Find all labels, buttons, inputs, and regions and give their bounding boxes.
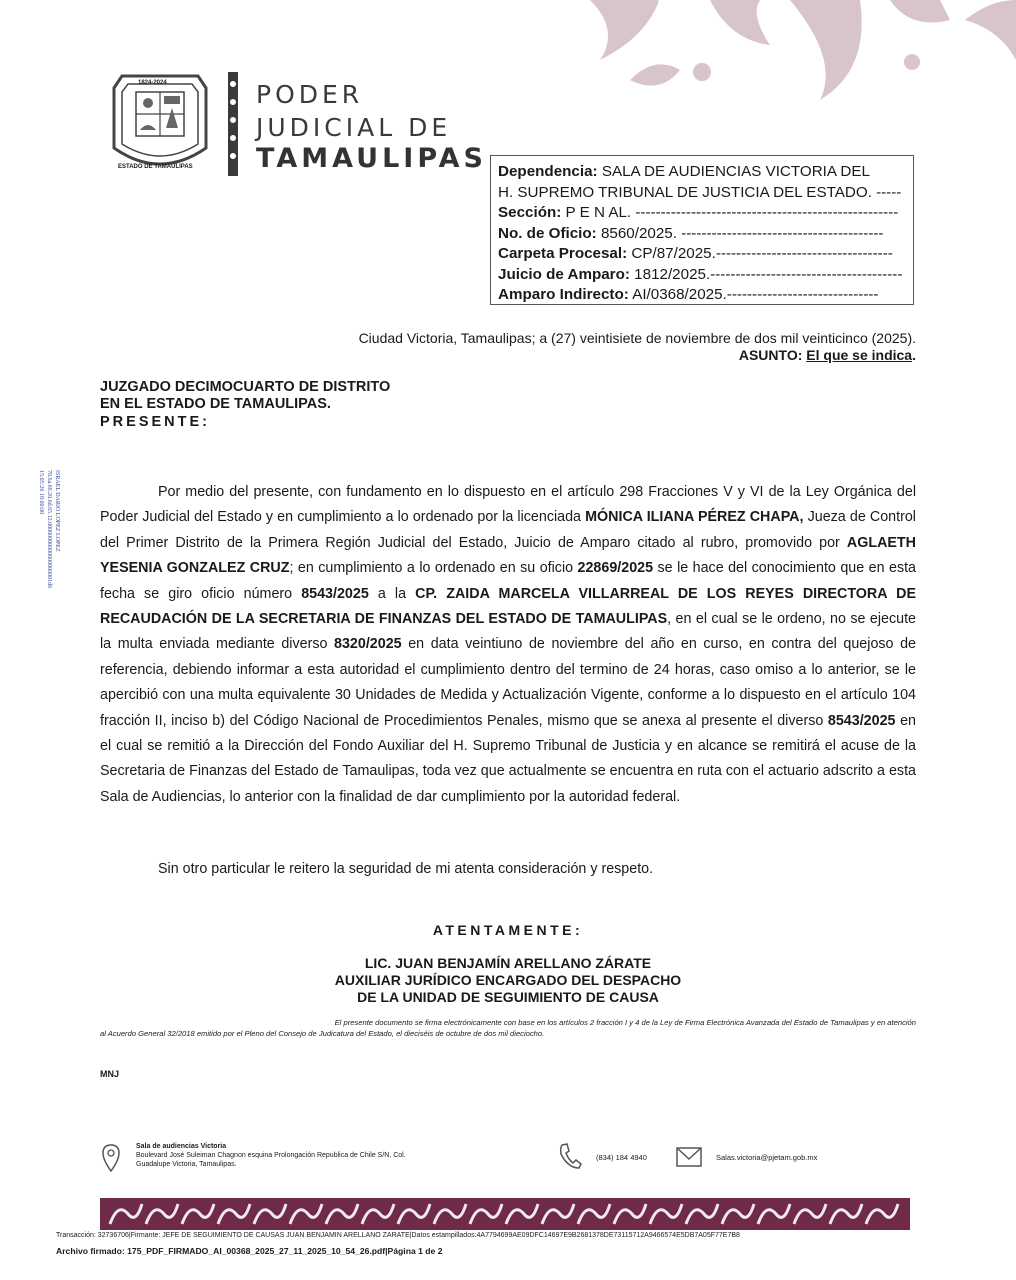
oficio-row (498, 224, 906, 245)
side-stamp-line-2: 70.6a.66.20.6d.65.12.00000000000000000001d6 (46, 470, 52, 589)
body-text-run: se le hace del conocimiento que en esta fecha se giro oficio número (100, 560, 917, 602)
seal-year: 1824-2024 (138, 80, 167, 86)
footer-address-line-1: Sala de audiencias Victoria (136, 1143, 227, 1150)
amparo-value: AI/0368/2025.------------------------------ (632, 286, 879, 303)
asunto-line: ASUNTO: El que se indica. (738, 347, 916, 363)
body-text-run: a la (368, 585, 416, 602)
header-info-box (490, 155, 914, 305)
body-text-run: en el cual se remitió a la Dirección del Fondo Auxiliar del H. Supremo Tribunal de Justicia y en alcance se remitirá el acuse de la Secretaria de Finanzas del Estado de Tamaulipas, toda vez que actualmente se encuentra en ruta con el actuario adscrito a esta Sala de Audiencias, lo anterior con la finalidad de dar cumplimiento por la autoridad federal. (100, 712, 916, 805)
seccion-label: Sección: (498, 204, 562, 221)
body-text-run: ; en cumplimiento a lo ordenado en su oficio (289, 560, 578, 577)
legal-note-line-2: al Acuerdo General 32/2018 emitido por el Pleno del Consejo de Judicatura del Estado, el dieciséis de octubre de dos mil dieciocho. (100, 1029, 545, 1038)
footer-address (136, 1142, 406, 1169)
body-paragraph (100, 480, 916, 810)
logo-divider-ornament (222, 72, 244, 176)
signature-atentamente: ATENTAMENTE: (432, 922, 584, 938)
body-bold-run: 8543/2025 (301, 585, 369, 602)
footer-phone: (834) 184 4940 (596, 1153, 647, 1162)
body-text-run: Por medio del presente, con fundamento en lo dispuesto en el artículo 298 Fracciones V y VI de la Ley Orgánica del Poder Judicial del Estado y en cumplimiento a lo ordenado por la licenciada (100, 484, 916, 526)
letter-body (100, 480, 916, 810)
juicio-value: 1812/2025.-------------------------------------- (634, 265, 903, 283)
juicio-label: Juicio de Amparo: (498, 265, 630, 283)
dependencia-value: SALA DE AUDIENCIAS VICTORIA DEL (601, 163, 870, 180)
footer-address-line-2: Boulevard José Suleiman Chagnon esquina Prolongación Republica de Chile S/N, Col. (136, 1152, 406, 1159)
brand-line-3: TAMAULIPAS (256, 143, 487, 174)
body-bold-run: CP. ZAIDA MARCELA VILLARREAL DE LOS REYES DIRECTORA DE RECAUDACIÓN DE LA SECRETARIA DE FINANZAS DEL ESTADO DE TAMAULIPAS (100, 585, 916, 628)
brand-line-1: PODER (256, 80, 364, 109)
body-bold-run: 8543/2025 (827, 712, 896, 729)
body-bold-run: MÓNICA ILIANA PÉREZ CHAPA, (585, 509, 804, 526)
signature-title-1: AUXILIAR JURÍDICO ENCARGADO DEL DESPACHO (334, 972, 682, 988)
seal-caption: ESTADO DE TAMAULIPAS (118, 164, 193, 170)
body-bold-run: 8320/2025 (334, 636, 402, 653)
phone-icon (558, 1142, 582, 1170)
footer-address-line-3: Guadalupe Victoria, Tamaulipas. (136, 1161, 237, 1168)
location-pin-icon (102, 1144, 120, 1172)
asunto-label: ASUNTO: (738, 347, 803, 363)
signature-title-2: DE LA UNIDAD DE SEGUIMIENTO DE CAUSA (357, 989, 659, 1005)
oficio-value: 8560/2025. ---------------------------------------- (600, 224, 884, 242)
amparo-row (498, 285, 906, 306)
body-bold-run: 22869/2025 (577, 560, 654, 577)
amparo-label: Amparo Indirecto: (498, 286, 629, 303)
recipient-line-3: PRESENTE: (100, 414, 210, 430)
dependencia-row (498, 162, 906, 183)
closing-line: Sin otro particular le reitero la seguridad de mi atenta consideración y respeto. (158, 861, 654, 877)
decorative-footer-band (100, 1198, 910, 1230)
date-line: Ciudad Victoria, Tamaulipas; a (27) veintisiete de noviembre de dos mil veinticinco (2025). (358, 330, 916, 346)
signature-name: LIC. JUAN BENJAMÍN ARELLANO ZÁRATE (364, 955, 652, 971)
carpeta-value: CP/87/2025.----------------------------------- (631, 245, 893, 262)
carpeta-label: Carpeta Procesal: (498, 245, 628, 262)
asunto-value: El que se indica (806, 347, 913, 363)
dependencia-label: Dependencia: (498, 163, 598, 180)
side-stamp-line-3: 15:05:26 18:00:00 (38, 470, 44, 515)
body-text-run: en data veintiuno de noviembre del año en curso, en contra del quejoso de referencia, debiendo informar a esta autoridad el cumplimiento dentro del termino de 24 horas, caso omiso a lo anterior, se le apercibió con una multa equivalente 30 Unidades de Medida y Actualización Vigente, conforme a lo dispuesto en el artículo 104 fracción II, inciso b) del Código Nacional de Procedimientos Penales, mismo que se anexa al presente el diverso (100, 636, 916, 729)
initials: MNJ (100, 1069, 120, 1079)
side-stamp-line-1: ISRAEL DARIO LOPEZ LOPEZ (54, 470, 60, 552)
recipient-line-2: EN EL ESTADO DE TAMAULIPAS. (100, 396, 331, 412)
carpeta-row (498, 244, 906, 265)
body-text-run: , en el cual se le ordeno, no se ejecute la multa enviada mediante diverso (100, 611, 916, 653)
seccion-row (498, 203, 906, 224)
signed-file-line: Archivo firmado: 175_PDF_FIRMADO_AI_00368_2025_27_11_2025_10_54_26.pdf|Página 1 de 2 (56, 1246, 443, 1256)
decorative-ornament (560, 0, 1016, 110)
body-bold-run: AGLAETH YESENIA GONZALEZ CRUZ (100, 534, 916, 577)
footer-email: Salas.victoria@pjetam.gob.mx (716, 1153, 818, 1162)
legal-note (100, 1017, 916, 1039)
legal-note-line-1: El presente documento se firma electrónicamente con base en los artículos 2 fracción I y 4 de la Ley de Firma Electrónica Avanzada del Estado de Tamaulipas y en atención (334, 1018, 916, 1027)
seccion-value: P E N AL. ---------------------------------------------------- (565, 204, 899, 221)
body-text-run: Jueza de Control del Primer Distrito de la Primera Región Judicial del Estado, Juicio de Amparo citado al rubro, promovido por (100, 509, 916, 551)
juicio-row (498, 265, 906, 286)
dependencia-row-2: H. SUPREMO TRIBUNAL DE JUSTICIA DEL ESTADO. ----- (498, 183, 902, 201)
email-icon (676, 1146, 702, 1168)
transaction-line: Transacción: 32736706|Firmante: JEFE DE SEGUIMIENTO DE CAUSAS JUAN BENJAMIN ARELLANO ZARATE|Datos estampillados:4A7794699AE09DFC14697E9B2681378DE73115712A9466574E5DB7A05F77E7B8 (56, 1232, 740, 1239)
recipient-line-1: JUZGADO DECIMOCUARTO DE DISTRITO (100, 379, 391, 395)
side-signature-stamp (20, 470, 66, 640)
oficio-label: No. de Oficio: (498, 224, 597, 242)
brand-line-2: JUDICIAL DE (256, 113, 452, 142)
